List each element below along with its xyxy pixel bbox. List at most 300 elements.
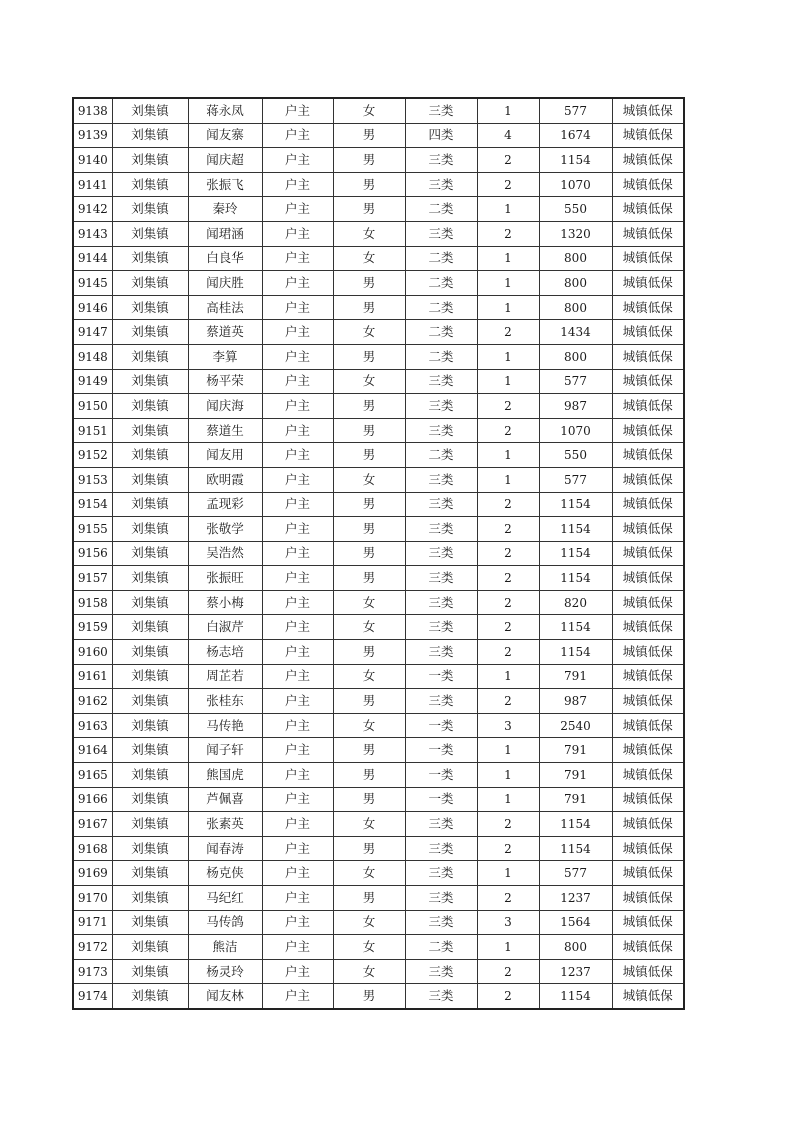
- cell-sex: 女: [333, 369, 405, 394]
- cell-town: 刘集镇: [112, 812, 188, 837]
- cell-sex: 男: [333, 394, 405, 419]
- cell-town: 刘集镇: [112, 713, 188, 738]
- cell-name: 杨志培: [188, 640, 262, 665]
- cell-relation: 户主: [262, 344, 333, 369]
- cell-amount: 820: [539, 590, 612, 615]
- table-row: [73, 541, 684, 566]
- cell-amount: 1237: [539, 886, 612, 911]
- cell-category: 三类: [405, 836, 477, 861]
- cell-member-count: 4: [477, 123, 539, 148]
- cell-name: 闻庆超: [188, 148, 262, 173]
- cell-relation: 户主: [262, 689, 333, 714]
- cell-relation: 户主: [262, 197, 333, 222]
- cell-category: 二类: [405, 320, 477, 345]
- cell-sex: 男: [333, 640, 405, 665]
- cell-sex: 男: [333, 738, 405, 763]
- cell-relation: 户主: [262, 590, 333, 615]
- cell-sex: 男: [333, 984, 405, 1009]
- cell-serial-number: 9172: [73, 935, 112, 960]
- cell-relation: 户主: [262, 517, 333, 542]
- cell-amount: 577: [539, 861, 612, 886]
- cell-member-count: 2: [477, 590, 539, 615]
- cell-name: 白良华: [188, 246, 262, 271]
- cell-sex: 女: [333, 910, 405, 935]
- cell-serial-number: 9161: [73, 664, 112, 689]
- cell-town: 刘集镇: [112, 738, 188, 763]
- cell-amount: 791: [539, 738, 612, 763]
- cell-sex: 女: [333, 590, 405, 615]
- cell-category: 三类: [405, 221, 477, 246]
- cell-sex: 女: [333, 664, 405, 689]
- cell-assistance-type: 城镇低保: [612, 246, 684, 271]
- cell-serial-number: 9153: [73, 467, 112, 492]
- cell-amount: 800: [539, 935, 612, 960]
- cell-town: 刘集镇: [112, 271, 188, 296]
- cell-assistance-type: 城镇低保: [612, 295, 684, 320]
- cell-serial-number: 9162: [73, 689, 112, 714]
- cell-category: 二类: [405, 197, 477, 222]
- cell-amount: 1154: [539, 812, 612, 837]
- cell-assistance-type: 城镇低保: [612, 541, 684, 566]
- cell-amount: 791: [539, 787, 612, 812]
- cell-category: 三类: [405, 517, 477, 542]
- cell-sex: 女: [333, 98, 405, 123]
- cell-name: 闻友寨: [188, 123, 262, 148]
- cell-town: 刘集镇: [112, 640, 188, 665]
- cell-name: 闻珺涵: [188, 221, 262, 246]
- cell-town: 刘集镇: [112, 123, 188, 148]
- cell-sex: 男: [333, 763, 405, 788]
- cell-member-count: 2: [477, 566, 539, 591]
- cell-amount: 577: [539, 98, 612, 123]
- cell-assistance-type: 城镇低保: [612, 812, 684, 837]
- cell-assistance-type: 城镇低保: [612, 98, 684, 123]
- cell-serial-number: 9154: [73, 492, 112, 517]
- cell-sex: 女: [333, 467, 405, 492]
- table-row: [73, 271, 684, 296]
- table-row: [73, 369, 684, 394]
- cell-sex: 男: [333, 541, 405, 566]
- cell-assistance-type: 城镇低保: [612, 443, 684, 468]
- cell-relation: 户主: [262, 664, 333, 689]
- cell-name: 闻庆海: [188, 394, 262, 419]
- cell-serial-number: 9167: [73, 812, 112, 837]
- cell-relation: 户主: [262, 492, 333, 517]
- cell-member-count: 2: [477, 172, 539, 197]
- cell-category: 三类: [405, 566, 477, 591]
- table-row: [73, 738, 684, 763]
- cell-relation: 户主: [262, 295, 333, 320]
- cell-serial-number: 9142: [73, 197, 112, 222]
- cell-sex: 男: [333, 271, 405, 296]
- cell-town: 刘集镇: [112, 861, 188, 886]
- table-row: [73, 418, 684, 443]
- cell-member-count: 1: [477, 664, 539, 689]
- cell-category: 四类: [405, 123, 477, 148]
- cell-assistance-type: 城镇低保: [612, 615, 684, 640]
- cell-amount: 550: [539, 197, 612, 222]
- table-row: [73, 984, 684, 1009]
- cell-category: 三类: [405, 148, 477, 173]
- cell-town: 刘集镇: [112, 443, 188, 468]
- cell-town: 刘集镇: [112, 590, 188, 615]
- cell-town: 刘集镇: [112, 344, 188, 369]
- cell-relation: 户主: [262, 148, 333, 173]
- roster-table-body: [73, 98, 684, 1009]
- cell-assistance-type: 城镇低保: [612, 886, 684, 911]
- cell-relation: 户主: [262, 615, 333, 640]
- table-row: [73, 566, 684, 591]
- cell-sex: 男: [333, 418, 405, 443]
- cell-sex: 女: [333, 615, 405, 640]
- cell-member-count: 1: [477, 197, 539, 222]
- cell-amount: 987: [539, 689, 612, 714]
- cell-category: 三类: [405, 590, 477, 615]
- cell-relation: 户主: [262, 271, 333, 296]
- cell-serial-number: 9170: [73, 886, 112, 911]
- cell-relation: 户主: [262, 763, 333, 788]
- cell-name: 李算: [188, 344, 262, 369]
- cell-serial-number: 9174: [73, 984, 112, 1009]
- cell-relation: 户主: [262, 172, 333, 197]
- cell-name: 吴浩然: [188, 541, 262, 566]
- table-row: [73, 467, 684, 492]
- cell-category: 一类: [405, 787, 477, 812]
- cell-member-count: 1: [477, 861, 539, 886]
- cell-member-count: 2: [477, 812, 539, 837]
- cell-sex: 男: [333, 566, 405, 591]
- cell-assistance-type: 城镇低保: [612, 172, 684, 197]
- cell-amount: 1564: [539, 910, 612, 935]
- cell-amount: 800: [539, 246, 612, 271]
- cell-member-count: 2: [477, 541, 539, 566]
- cell-assistance-type: 城镇低保: [612, 787, 684, 812]
- cell-assistance-type: 城镇低保: [612, 738, 684, 763]
- cell-name: 闻春涛: [188, 836, 262, 861]
- cell-town: 刘集镇: [112, 394, 188, 419]
- cell-amount: 1070: [539, 172, 612, 197]
- table-row: [73, 910, 684, 935]
- cell-relation: 户主: [262, 836, 333, 861]
- cell-serial-number: 9146: [73, 295, 112, 320]
- cell-serial-number: 9156: [73, 541, 112, 566]
- cell-relation: 户主: [262, 320, 333, 345]
- cell-member-count: 1: [477, 935, 539, 960]
- cell-relation: 户主: [262, 123, 333, 148]
- table-row: [73, 246, 684, 271]
- cell-category: 一类: [405, 664, 477, 689]
- cell-town: 刘集镇: [112, 959, 188, 984]
- table-row: [73, 492, 684, 517]
- cell-category: 三类: [405, 910, 477, 935]
- cell-amount: 1434: [539, 320, 612, 345]
- cell-assistance-type: 城镇低保: [612, 763, 684, 788]
- cell-member-count: 1: [477, 271, 539, 296]
- cell-relation: 户主: [262, 394, 333, 419]
- cell-name: 张振飞: [188, 172, 262, 197]
- cell-serial-number: 9138: [73, 98, 112, 123]
- cell-relation: 户主: [262, 886, 333, 911]
- cell-amount: 1320: [539, 221, 612, 246]
- cell-member-count: 1: [477, 344, 539, 369]
- cell-assistance-type: 城镇低保: [612, 935, 684, 960]
- cell-assistance-type: 城镇低保: [612, 148, 684, 173]
- cell-serial-number: 9160: [73, 640, 112, 665]
- cell-serial-number: 9171: [73, 910, 112, 935]
- cell-name: 熊国虎: [188, 763, 262, 788]
- cell-serial-number: 9158: [73, 590, 112, 615]
- cell-sex: 女: [333, 221, 405, 246]
- cell-serial-number: 9173: [73, 959, 112, 984]
- table-row: [73, 763, 684, 788]
- cell-member-count: 2: [477, 320, 539, 345]
- cell-member-count: 1: [477, 787, 539, 812]
- table-row: [73, 664, 684, 689]
- table-row: [73, 344, 684, 369]
- table-row: [73, 590, 684, 615]
- cell-relation: 户主: [262, 221, 333, 246]
- cell-town: 刘集镇: [112, 320, 188, 345]
- cell-assistance-type: 城镇低保: [612, 689, 684, 714]
- table-row: [73, 197, 684, 222]
- cell-category: 三类: [405, 984, 477, 1009]
- cell-town: 刘集镇: [112, 98, 188, 123]
- cell-amount: 1674: [539, 123, 612, 148]
- cell-town: 刘集镇: [112, 492, 188, 517]
- cell-amount: 791: [539, 763, 612, 788]
- cell-town: 刘集镇: [112, 295, 188, 320]
- table-row: [73, 959, 684, 984]
- cell-sex: 男: [333, 344, 405, 369]
- table-row: [73, 123, 684, 148]
- cell-name: 闻友用: [188, 443, 262, 468]
- cell-town: 刘集镇: [112, 689, 188, 714]
- cell-serial-number: 9143: [73, 221, 112, 246]
- cell-category: 三类: [405, 861, 477, 886]
- cell-name: 闻庆胜: [188, 271, 262, 296]
- cell-member-count: 1: [477, 467, 539, 492]
- cell-member-count: 2: [477, 517, 539, 542]
- cell-name: 杨灵玲: [188, 959, 262, 984]
- cell-serial-number: 9166: [73, 787, 112, 812]
- cell-serial-number: 9163: [73, 713, 112, 738]
- cell-town: 刘集镇: [112, 984, 188, 1009]
- cell-member-count: 1: [477, 295, 539, 320]
- cell-category: 三类: [405, 541, 477, 566]
- table-row: [73, 787, 684, 812]
- cell-sex: 男: [333, 836, 405, 861]
- cell-relation: 户主: [262, 861, 333, 886]
- cell-serial-number: 9151: [73, 418, 112, 443]
- cell-category: 一类: [405, 738, 477, 763]
- cell-serial-number: 9150: [73, 394, 112, 419]
- cell-member-count: 2: [477, 640, 539, 665]
- cell-serial-number: 9144: [73, 246, 112, 271]
- table-row: [73, 517, 684, 542]
- cell-town: 刘集镇: [112, 221, 188, 246]
- cell-town: 刘集镇: [112, 369, 188, 394]
- cell-town: 刘集镇: [112, 418, 188, 443]
- cell-category: 三类: [405, 467, 477, 492]
- cell-assistance-type: 城镇低保: [612, 369, 684, 394]
- cell-name: 马纪红: [188, 886, 262, 911]
- cell-town: 刘集镇: [112, 541, 188, 566]
- table-row: [73, 172, 684, 197]
- cell-assistance-type: 城镇低保: [612, 517, 684, 542]
- table-row: [73, 221, 684, 246]
- cell-assistance-type: 城镇低保: [612, 467, 684, 492]
- cell-name: 杨克侠: [188, 861, 262, 886]
- cell-serial-number: 9141: [73, 172, 112, 197]
- cell-category: 二类: [405, 271, 477, 296]
- cell-category: 三类: [405, 959, 477, 984]
- cell-amount: 1154: [539, 492, 612, 517]
- table-row: [73, 148, 684, 173]
- cell-assistance-type: 城镇低保: [612, 418, 684, 443]
- cell-amount: 1154: [539, 566, 612, 591]
- cell-relation: 户主: [262, 713, 333, 738]
- cell-name: 高桂法: [188, 295, 262, 320]
- cell-assistance-type: 城镇低保: [612, 664, 684, 689]
- cell-relation: 户主: [262, 959, 333, 984]
- cell-assistance-type: 城镇低保: [612, 984, 684, 1009]
- cell-amount: 577: [539, 369, 612, 394]
- cell-amount: 550: [539, 443, 612, 468]
- cell-relation: 户主: [262, 787, 333, 812]
- cell-category: 二类: [405, 935, 477, 960]
- cell-relation: 户主: [262, 418, 333, 443]
- cell-name: 白淑芹: [188, 615, 262, 640]
- cell-sex: 女: [333, 246, 405, 271]
- cell-amount: 987: [539, 394, 612, 419]
- cell-amount: 1154: [539, 984, 612, 1009]
- cell-sex: 女: [333, 812, 405, 837]
- cell-relation: 户主: [262, 640, 333, 665]
- cell-sex: 男: [333, 492, 405, 517]
- cell-assistance-type: 城镇低保: [612, 861, 684, 886]
- cell-category: 三类: [405, 640, 477, 665]
- table-row: [73, 812, 684, 837]
- cell-sex: 女: [333, 935, 405, 960]
- cell-serial-number: 9168: [73, 836, 112, 861]
- cell-member-count: 1: [477, 738, 539, 763]
- cell-assistance-type: 城镇低保: [612, 123, 684, 148]
- cell-name: 孟现彩: [188, 492, 262, 517]
- cell-name: 张桂东: [188, 689, 262, 714]
- cell-category: 二类: [405, 344, 477, 369]
- cell-serial-number: 9149: [73, 369, 112, 394]
- cell-assistance-type: 城镇低保: [612, 566, 684, 591]
- cell-amount: 1154: [539, 615, 612, 640]
- cell-assistance-type: 城镇低保: [612, 492, 684, 517]
- cell-serial-number: 9165: [73, 763, 112, 788]
- cell-town: 刘集镇: [112, 664, 188, 689]
- cell-serial-number: 9159: [73, 615, 112, 640]
- cell-sex: 男: [333, 123, 405, 148]
- cell-sex: 男: [333, 517, 405, 542]
- cell-amount: 1237: [539, 959, 612, 984]
- cell-relation: 户主: [262, 935, 333, 960]
- table-row: [73, 689, 684, 714]
- cell-assistance-type: 城镇低保: [612, 394, 684, 419]
- cell-member-count: 2: [477, 836, 539, 861]
- cell-amount: 800: [539, 271, 612, 296]
- cell-town: 刘集镇: [112, 615, 188, 640]
- cell-serial-number: 9169: [73, 861, 112, 886]
- cell-member-count: 2: [477, 984, 539, 1009]
- cell-assistance-type: 城镇低保: [612, 910, 684, 935]
- cell-relation: 户主: [262, 369, 333, 394]
- table-row: [73, 836, 684, 861]
- cell-category: 一类: [405, 763, 477, 788]
- cell-relation: 户主: [262, 910, 333, 935]
- cell-relation: 户主: [262, 467, 333, 492]
- roster-table: [72, 97, 685, 1010]
- cell-relation: 户主: [262, 98, 333, 123]
- table-row: [73, 886, 684, 911]
- cell-name: 张素英: [188, 812, 262, 837]
- cell-relation: 户主: [262, 812, 333, 837]
- cell-member-count: 2: [477, 492, 539, 517]
- cell-category: 三类: [405, 812, 477, 837]
- cell-name: 马传鸽: [188, 910, 262, 935]
- cell-amount: 1154: [539, 517, 612, 542]
- cell-assistance-type: 城镇低保: [612, 271, 684, 296]
- cell-member-count: 2: [477, 418, 539, 443]
- cell-town: 刘集镇: [112, 148, 188, 173]
- cell-town: 刘集镇: [112, 517, 188, 542]
- cell-assistance-type: 城镇低保: [612, 640, 684, 665]
- cell-town: 刘集镇: [112, 763, 188, 788]
- cell-name: 芦佩喜: [188, 787, 262, 812]
- cell-amount: 577: [539, 467, 612, 492]
- cell-member-count: 2: [477, 615, 539, 640]
- cell-category: 一类: [405, 713, 477, 738]
- cell-assistance-type: 城镇低保: [612, 197, 684, 222]
- cell-member-count: 3: [477, 910, 539, 935]
- cell-serial-number: 9155: [73, 517, 112, 542]
- cell-sex: 男: [333, 295, 405, 320]
- cell-sex: 女: [333, 320, 405, 345]
- cell-member-count: 1: [477, 369, 539, 394]
- cell-serial-number: 9152: [73, 443, 112, 468]
- cell-name: 欧明霞: [188, 467, 262, 492]
- cell-town: 刘集镇: [112, 910, 188, 935]
- cell-member-count: 3: [477, 713, 539, 738]
- cell-amount: 1154: [539, 640, 612, 665]
- cell-name: 秦玲: [188, 197, 262, 222]
- cell-member-count: 1: [477, 98, 539, 123]
- cell-sex: 女: [333, 713, 405, 738]
- cell-amount: 1154: [539, 836, 612, 861]
- cell-relation: 户主: [262, 246, 333, 271]
- cell-sex: 男: [333, 886, 405, 911]
- cell-name: 马传艳: [188, 713, 262, 738]
- cell-town: 刘集镇: [112, 172, 188, 197]
- cell-member-count: 2: [477, 886, 539, 911]
- cell-name: 周芷若: [188, 664, 262, 689]
- cell-amount: 2540: [539, 713, 612, 738]
- cell-name: 闻友林: [188, 984, 262, 1009]
- cell-member-count: 1: [477, 443, 539, 468]
- cell-member-count: 2: [477, 959, 539, 984]
- cell-category: 三类: [405, 394, 477, 419]
- cell-assistance-type: 城镇低保: [612, 590, 684, 615]
- cell-member-count: 1: [477, 246, 539, 271]
- table-row: [73, 640, 684, 665]
- cell-town: 刘集镇: [112, 886, 188, 911]
- cell-serial-number: 9157: [73, 566, 112, 591]
